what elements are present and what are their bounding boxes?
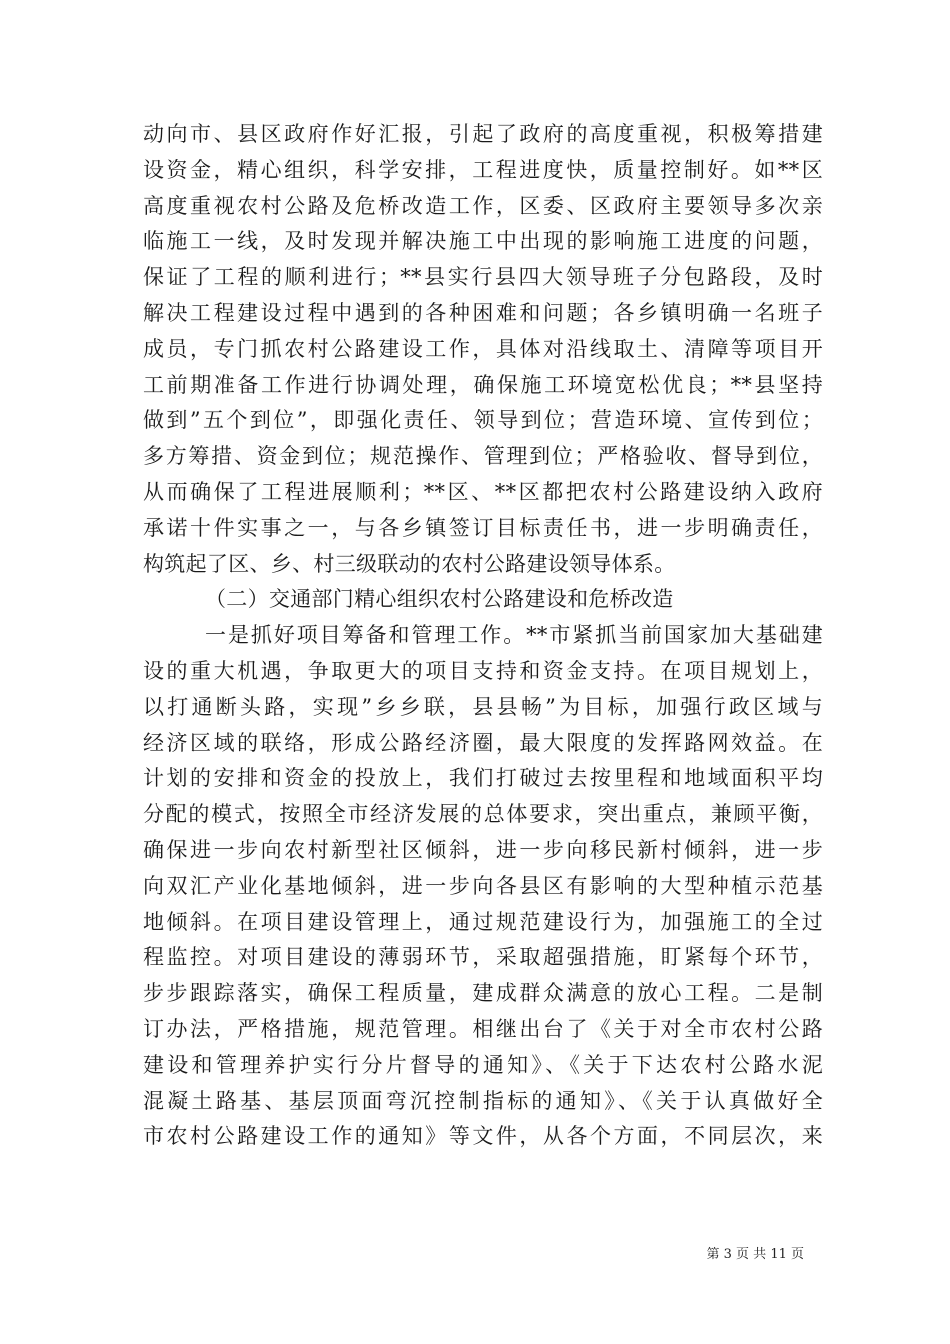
- text-line: 确保进一步向农村新型社区倾斜，进一步向移民新村倾斜，进一步: [143, 837, 823, 862]
- text-line: 经济区域的联络，形成公路经济圈，最大限度的发挥路网效益。在: [143, 730, 823, 755]
- text-line: 成员，专门抓农村公路建设工作，具体对沿线取土、清障等项目开: [143, 336, 823, 361]
- text-line: 程监控。对项目建设的薄弱环节，采取超强措施，盯紧每个环节，: [143, 945, 823, 970]
- text-line: 分配的模式，按照全市经济发展的总体要求，突出重点，兼顾平衡，: [143, 802, 823, 827]
- text-line: 以打通断头路，实现”乡乡联，县县畅”为目标，加强行政区域与: [143, 694, 823, 719]
- text-line: 步步跟踪落实，确保工程质量，建成群众满意的放心工程。二是制: [143, 981, 823, 1006]
- text-line: 多方筹措、资金到位；规范操作、管理到位；严格验收、督导到位，: [143, 444, 823, 469]
- text-line: 地倾斜。在项目建设管理上，通过规范建设行为，加强施工的全过: [143, 909, 823, 934]
- text-line: 设资金，精心组织，科学安排，工程进度快，质量控制好。如**区: [143, 157, 823, 182]
- text-line: 工前期准备工作进行协调处理，确保施工环境宽松优良；**县坚持: [143, 372, 823, 397]
- text-line: 动向市、县区政府作好汇报，引起了政府的高度重视，积极筹措建: [143, 122, 823, 146]
- text-line: 解决工程建设过程中遇到的各种困难和问题；各乡镇明确一名班子: [143, 300, 823, 325]
- text-line: 从而确保了工程进展顺利；**区、**区都把农村公路建设纳入政府: [143, 479, 823, 504]
- text-line: 临施工一线，及时发现并解决施工中出现的影响施工进度的问题，: [143, 229, 823, 254]
- section-heading: （二）交通部门精心组织农村公路建设和危桥改造: [205, 587, 674, 612]
- text-line: 构筑起了区、乡、村三级联动的农村公路建设领导体系。: [143, 551, 676, 576]
- text-line: 向双汇产业化基地倾斜，进一步向各县区有影响的大型种植示范基: [143, 873, 823, 898]
- text-line: 高度重视农村公路及危桥改造工作，区委、区政府主要领导多次亲: [143, 193, 823, 218]
- text-line: 计划的安排和资金的投放上，我们打破过去按里程和地域面积平均: [143, 766, 823, 791]
- text-line: 承诺十件实事之一，与各乡镇签订目标责任书，进一步明确责任，: [143, 515, 823, 540]
- text-line: 做到”五个到位”，即强化责任、领导到位；营造环境、宣传到位；: [143, 408, 823, 433]
- text-line: 建设和管理养护实行分片督导的通知》、《关于下达农村公路水泥: [143, 1052, 823, 1077]
- page-number: 第 3 页 共 11 页: [706, 1247, 804, 1262]
- text-line: 订办法，严格措施，规范管理。相继出台了《关于对全市农村公路: [143, 1016, 823, 1041]
- text-line: 混凝土路基、基层顶面弯沉控制指标的通知》、《关于认真做好全: [143, 1088, 823, 1113]
- text-line: 设的重大机遇，争取更大的项目支持和资金支持。在项目规划上，: [143, 658, 823, 683]
- text-line: 市农村公路建设工作的通知》等文件，从各个方面，不同层次，来: [143, 1124, 823, 1149]
- text-line: 一是抓好项目筹备和管理工作。**市紧抓当前国家加大基础建: [205, 623, 823, 648]
- text-line: 保证了工程的顺利进行；**县实行县四大领导班子分包路段，及时: [143, 265, 823, 290]
- body-text: [143, 117, 823, 1155]
